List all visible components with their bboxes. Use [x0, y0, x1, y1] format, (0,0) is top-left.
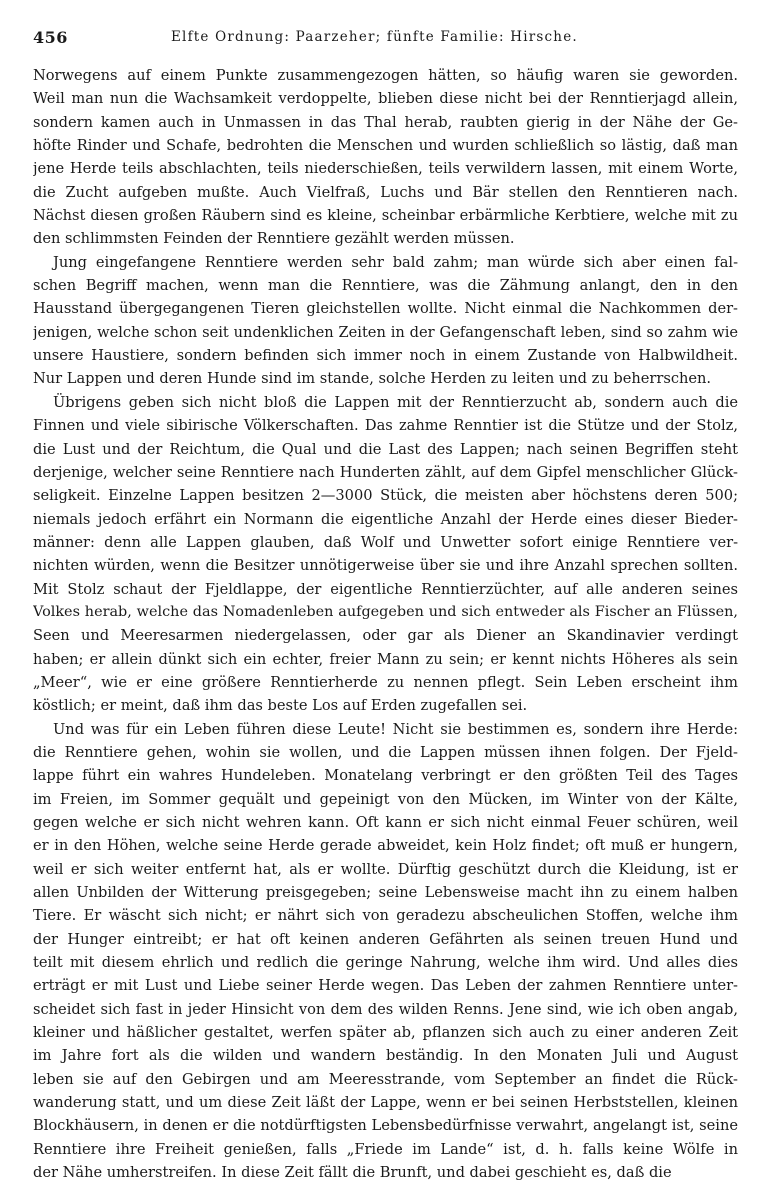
- text-line: höfte Rinder und Schafe, bedrohten die Menschen und wurden schließlich so lästig, daß man: [33, 137, 738, 155]
- text-line: die Zucht aufgeben mußte. Auch Vielfraß, Luchs und Bär stellen den Renntieren nach.: [33, 183, 738, 201]
- text-line: haben; er allein dünkt sich ein echter, freier Mann zu sein; er kennt nichts Höheres als sein: [33, 650, 738, 668]
- text-line: der Nähe umherstreifen. In diese Zeit fällt die Brunft, und dabei geschieht es, daß die: [33, 1164, 672, 1182]
- text-line: Tiere. Er wäscht sich nicht; er nährt sich von geradezu abscheulichen Stoffen, welche ihm: [33, 907, 738, 925]
- text-line: im Jahre fort als die wilden und wandern beständig. In den Monaten Juli und August: [33, 1047, 738, 1065]
- text-line: teilt mit diesem ehrlich und redlich die geringe Nahrung, welche ihm wird. Und alles dies: [33, 954, 738, 972]
- text-line: Und was für ein Leben führen diese Leute! Nicht sie bestimmen es, sondern ihre Herde:: [53, 720, 738, 738]
- text-line: Norwegens auf einem Punkte zusammengezogen hätten, so häufig waren sie geworden.: [33, 67, 738, 84]
- text-line: niemals jedoch erfährt ein Normann die eigentliche Anzahl der Herde eines dieser Bieder-: [33, 510, 738, 528]
- text-line: sondern kamen auch in Unmassen in das Thal herab, raubten gierig in der Nähe der Ge-: [33, 113, 738, 131]
- running-head: Elfte Ordnung: Paarzeher; fünfte Familie: Hirsche.: [171, 29, 578, 45]
- text-line: „Meer“, wie er eine größere Renntierherde zu nennen pflegt. Sein Leben erscheint ihm: [33, 673, 738, 691]
- text-line: jenigen, welche schon seit undenklichen Zeiten in der Gefangenschaft leben, sind so zahm wie: [33, 323, 738, 341]
- text-line: Weil man nun die Wachsamkeit verdoppelte, blieben diese nicht bei der Renntierjagd allein,: [33, 90, 738, 108]
- text-line: Jung eingefangene Renntiere werden sehr bald zahm; man würde sich aber einen fal-: [53, 253, 738, 271]
- text-line: Hausstand übergegangenen Tieren gleichstellen wollte. Nicht einmal die Nachkommen der-: [33, 300, 738, 318]
- text-line: allen Unbilden der Witterung preisgegeben; seine Lebensweise macht ihn zu einem halben: [33, 884, 738, 902]
- text-line: erträgt er mit Lust und Liebe seiner Herde wegen. Das Leben der zahmen Renntiere unter-: [33, 977, 738, 995]
- text-line: Finnen und viele sibirische Völkerschaften. Das zahme Renntier ist die Stütze und der Stolz,: [33, 417, 738, 435]
- text-line: die Renntiere gehen, wohin sie wollen, und die Lappen müssen ihnen folgen. Der Fjeld-: [33, 743, 738, 761]
- text-line: Übrigens geben sich nicht bloß die Lappen mit der Renntierzucht ab, sondern auch die: [53, 393, 738, 411]
- text-line: gegen welche er sich nicht wehren kann. Oft kann er sich nicht einmal Feuer schüren, weil: [33, 814, 738, 831]
- text-line: köstlich; er meint, daß ihm das beste Los auf Erden zugefallen sei.: [33, 697, 528, 715]
- text-line: die Lust und der Reichtum, die Qual und die Last des Lappen; nach seinen Begriffen steht: [33, 440, 738, 458]
- page-header: [33, 22, 738, 56]
- text-line: wanderung statt, und um diese Zeit läßt der Lappe, wenn er bei seinen Herbststellen, kleinen: [33, 1094, 738, 1112]
- text-line: scheidet sich fast in jeder Hinsicht von dem des wilden Renns. Jene sind, wie ich oben angab,: [33, 1000, 738, 1018]
- text-line: unsere Haustiere, sondern befinden sich immer noch in einem Zustande von Halbwildheit.: [33, 347, 738, 365]
- text-line: schen Begriff machen, wenn man die Renntiere, was die Zähmung anlangt, den in den: [33, 277, 738, 295]
- text-line: weil er sich weiter entfernt hat, als er wollte. Dürftig geschützt durch die Kleidung, ist er: [33, 860, 738, 878]
- text-line: der Hunger eintreibt; er hat oft keinen anderen Gefährten als seinen treuen Hund und: [33, 930, 738, 948]
- text-line: Blockhäusern, in denen er die notdürftigsten Lebensbedürfnisse verwahrt, angelangt ist, seine: [33, 1117, 738, 1135]
- text-line: Mit Stolz schaut der Fjeldlappe, der eigentliche Renntierzüchter, auf alle anderen seines: [33, 580, 738, 598]
- text-line: Renntiere ihre Freiheit genießen, falls „Friede im Lande“ ist, d. h. falls keine Wölfe in: [33, 1140, 738, 1158]
- text-line: seligkeit. Einzelne Lappen besitzen 2—3000 Stück, die meisten aber höchstens deren 500;: [33, 487, 738, 505]
- text-line: Nur Lappen und deren Hunde sind im stande, solche Herden zu leiten und zu beherrschen.: [33, 370, 712, 388]
- page-number: 456: [33, 28, 68, 47]
- text-line: Nächst diesen großen Räubern sind es kleine, scheinbar erbärmliche Kerbtiere, welche mit zu: [33, 207, 738, 225]
- text-line: Volkes herab, welche das Nomadenleben aufgegeben und sich entweder als Fischer an Flüssen,: [33, 603, 738, 620]
- text-line: leben sie auf den Gebirgen und am Meeresstrande, vom September an findet die Rück-: [33, 1070, 738, 1088]
- text-line: den schlimmsten Feinden der Renntiere gezählt werden müssen.: [33, 230, 515, 248]
- text-line: derjenige, welcher seine Renntiere nach Hunderten zählt, auf dem Gipfel menschlicher Glück-: [33, 463, 738, 481]
- text-line: er in den Höhen, welche seine Herde gerade abweidet, kein Holz findet; oft muß er hungern,: [33, 837, 738, 855]
- text-line: kleiner und häßlicher gestaltet, werfen später ab, pflanzen sich auch zu einer anderen Zeit: [33, 1024, 738, 1042]
- text-line: lappe führt ein wahres Hundeleben. Monatelang verbringt er den größten Teil des Tages: [33, 767, 738, 785]
- text-line: im Freien, im Sommer gequält und gepeinigt von den Mücken, im Winter von der Kälte,: [33, 790, 738, 808]
- text-line: nichten würden, wenn die Besitzer unnötigerweise über sie und ihre Anzahl sprechen sollten.: [33, 557, 738, 575]
- text-line: männer: denn alle Lappen glauben, daß Wolf und Unwetter sofort einige Renntiere ver-: [33, 533, 738, 551]
- text-line: Seen und Meeresarmen niedergelassen, oder gar als Diener an Skandinavier verdingt: [33, 627, 738, 645]
- body-text: [33, 64, 738, 1185]
- text-line: jene Herde teils abschlachten, teils niederschießen, teils verwildern lassen, mit einem Worte,: [33, 160, 738, 178]
